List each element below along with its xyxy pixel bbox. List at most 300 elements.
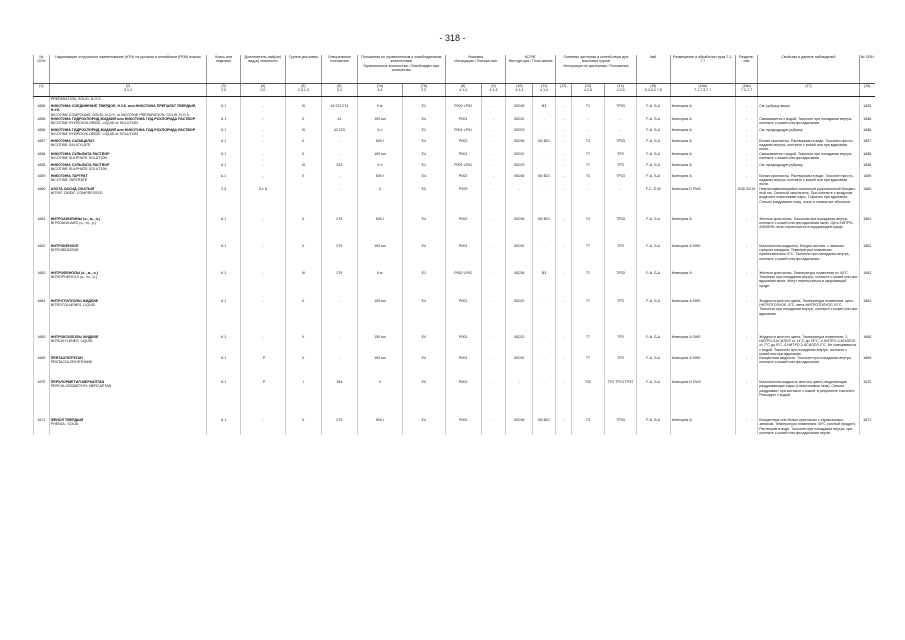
cell-eq: E1 <box>402 104 445 117</box>
cell-ti: T20 <box>571 380 605 418</box>
cell-seg: - <box>735 380 757 418</box>
cell-pg: III <box>285 128 321 139</box>
cell-ems: F-A, S-A <box>636 104 670 117</box>
cell-pp: - <box>481 104 506 117</box>
cell-pg: II <box>285 139 321 152</box>
cell-un2: 1661 <box>859 217 875 244</box>
cell-pp: - <box>481 380 506 418</box>
col-header: Специальные положения <box>321 55 357 84</box>
cell-lq: 5 л <box>357 163 402 174</box>
cell-tp: TP33 <box>605 217 637 244</box>
col-number: (6) 3.3 <box>321 84 357 97</box>
cell-ems: F-A, S-A <box>636 152 670 163</box>
cell-ems: F-A, S-A <box>636 299 670 335</box>
table-row <box>34 356 876 380</box>
cell-stow: Категория A <box>670 152 735 163</box>
cell-cls: 6.1 <box>207 152 241 163</box>
cell-cls: 6.1 <box>207 244 241 271</box>
table-row <box>34 97 876 105</box>
cell-un2: 1669 <box>859 356 875 380</box>
cell-sub: - <box>240 244 285 271</box>
cell-un: 1665 <box>34 335 50 356</box>
table-row <box>34 139 876 152</box>
cell-c12: - <box>555 152 571 163</box>
cell-pg: II <box>285 299 321 335</box>
cell-cls: 6.1 <box>207 335 241 356</box>
cell-un2: 1659 <box>859 174 875 187</box>
col-header: Дополнитель-ный(ые) вид(ы) опасности <box>240 55 285 84</box>
cell-un: 1669 <box>34 356 50 380</box>
cell-seg: - <box>735 271 757 299</box>
cell-ibi: IBC03 <box>506 128 533 139</box>
cell-pp: - <box>481 217 506 244</box>
cell-sub: - <box>240 418 285 435</box>
cell-sub: - <box>240 271 285 299</box>
cell-pg: II <box>285 356 321 380</box>
shipping-name: НИТРОАНИЛИНЫ (о-, м-, п-) NITROANILINES (o-, m-, p-) <box>49 217 206 244</box>
cell-eq: E1 <box>402 271 445 299</box>
cell-props: См. предыдущую рубрику <box>758 128 859 139</box>
cell-seg: - <box>735 299 757 335</box>
cell-ibi: - <box>506 187 533 217</box>
cell-cls: 6.1 <box>207 217 241 244</box>
cell-pg: II <box>285 217 321 244</box>
cell-pp: - <box>481 356 506 380</box>
cell-eq: E1 <box>402 163 445 174</box>
cell-sub: - <box>240 139 285 152</box>
cell-un: 1671 <box>34 418 50 435</box>
cell-stow: Категория A <box>670 139 735 152</box>
cell-pg <box>285 187 321 217</box>
cell-pi: P001 LP01 <box>445 128 481 139</box>
cell-eq: E4 <box>402 139 445 152</box>
shipping-name: НИКОТИНА СУЛЬФАТА РАСТВОР NICOTINE SULPHATE SOLUTION <box>49 152 206 163</box>
shipping-name: НИКОТИНА СУЛЬФАТА РАСТВОР NICOTINE SULPHATE SOLUTION <box>49 163 206 174</box>
table-row <box>34 271 876 299</box>
table-row <box>34 380 876 418</box>
cell-c12: - <box>555 380 571 418</box>
cell-ti: T7 <box>571 244 605 271</box>
preamble-text: PREPARATION, SOLID, N.O.S. <box>49 97 206 105</box>
cell-props: Бесцветная жидкость. Токсичен при попадании внутрь, контакте с кожей или при вдыхании. <box>758 356 859 380</box>
cell-un: 1660 <box>34 187 50 217</box>
cell-pp: - <box>481 117 506 128</box>
cell-tp: TP33 <box>605 418 637 435</box>
page-number: - 318 - <box>439 33 466 43</box>
cell-ibp: B4 B21 <box>533 418 556 435</box>
cell-tp: TP33 <box>605 174 637 187</box>
cell-ems: F-C, S-W <box>636 187 670 217</box>
table-row <box>34 335 876 356</box>
col-header: Свойства и данные наблюдений <box>758 55 859 84</box>
cell-sub: - <box>240 152 285 163</box>
cell-pp: - <box>481 418 506 435</box>
cell-sub: - <box>240 128 285 139</box>
cell-pi: P001 <box>445 117 481 128</box>
shipping-name: НИТРОФЕНОЛЫ (о-, м-, п-) NITROPHENOLS (o-, m-, p-) <box>49 271 206 299</box>
group-header-limited: Положения по ограниченным и освобожденным количествам Ограниченные количества / Освобожден-ные количества <box>357 55 445 84</box>
cell-seg: - <box>735 117 757 128</box>
cell-lq: 100 мл <box>357 152 402 163</box>
cell-props: См. предыдущую рубрику. <box>758 163 859 174</box>
cell-eq: E4 <box>402 299 445 335</box>
cell-sp: 279 <box>321 244 357 271</box>
table-row <box>34 128 876 139</box>
col-header: Разделе-ние <box>735 55 757 84</box>
cell-stow: Категория D SW2 <box>670 380 735 418</box>
cell-ibi: IBC02 <box>506 117 533 128</box>
col-header: Класс или подкласс <box>207 55 241 84</box>
cell-eq: E4 <box>402 117 445 128</box>
cell-c12: - <box>555 139 571 152</box>
cell-ibi: IBC02 <box>506 299 533 335</box>
cell-pp: - <box>481 128 506 139</box>
cell-sp: - <box>321 356 357 380</box>
cell-ibp: - <box>533 117 556 128</box>
cell-un: 1670 <box>34 380 50 418</box>
cell-ibp: - <box>533 335 556 356</box>
col-header: № ООН <box>34 55 50 84</box>
cell-sp: 279 <box>321 418 357 435</box>
cell-cls: 6.1 <box>207 356 241 380</box>
cell-sub: - <box>240 163 285 174</box>
cell-stow: Категория A <box>670 271 735 299</box>
col-number: (2) 3.1.2 <box>49 84 206 97</box>
cell-ems: F-A, S-A <box>636 217 670 244</box>
col-number: (4) 2.0 <box>240 84 285 97</box>
cell-pp: - <box>481 187 506 217</box>
cell-c12: - <box>555 356 571 380</box>
cell-seg: - <box>735 418 757 435</box>
cell-ti: T3 <box>571 418 605 435</box>
cell-tp: TP33 <box>605 104 637 117</box>
cell-ems: F-A, S-A <box>636 117 670 128</box>
cell-pg: II <box>285 335 321 356</box>
cell-pg: II <box>285 244 321 271</box>
cell-un2: 1656 <box>859 117 875 128</box>
cell-ibi: IBC02 <box>506 244 533 271</box>
col-number: (14) 4.2.5 <box>605 84 637 97</box>
cell-pp: - <box>481 271 506 299</box>
shipping-name: ФЕНОЛ ТВЕРДЫЙ PHENOL, SOLID <box>49 418 206 435</box>
cell-seg: SG6 SG19 <box>735 187 757 217</box>
group-header-ibc: КСГМГ Инструк-ции / Поло-жения <box>506 55 556 84</box>
header-numbers-row <box>34 84 876 97</box>
cell-eq: E4 <box>402 152 445 163</box>
cell-ibp: - <box>533 244 556 271</box>
cell-sp: 43 223 274 <box>321 104 357 117</box>
cell-props: Бесцветные или белые кристаллы с характерным запахом. Температура плавления: 40°C (чистый продукт). Растворим в воде. Токсичен при попадании внутрь, при контакте с кожей или при вдыхании паров. <box>758 418 859 435</box>
cell-stow: Категория A SW2 <box>670 356 735 380</box>
col-number: (8) 4.1.4 <box>445 84 481 97</box>
cell-un: 1656 <box>34 117 50 128</box>
cell-ibi: IBC08 <box>506 139 533 152</box>
cell-seg: - <box>735 128 757 139</box>
cell-c12: - <box>555 117 571 128</box>
table-row <box>34 217 876 244</box>
cell-eq: E4 <box>402 418 445 435</box>
cell-ems: F-A, S-A <box>636 139 670 152</box>
col-number: (5) 2.0.1.3 <box>285 84 321 97</box>
shipping-name: АЗОТА ОКСИД СЖАТЫЙ NITRIC OXIDE, COMPRESSED <box>49 187 206 217</box>
table-row <box>34 244 876 271</box>
cell-sub: - <box>240 299 285 335</box>
table-row <box>34 163 876 174</box>
cell-lq: 5 л <box>357 128 402 139</box>
table-row <box>34 418 876 435</box>
cell-eq: E4 <box>402 217 445 244</box>
cell-pg: I <box>285 380 321 418</box>
cell-un: 1658 <box>34 152 50 163</box>
cell-seg: - <box>735 174 757 187</box>
cell-c12: - <box>555 174 571 187</box>
cell-pp: - <box>481 174 506 187</box>
cell-ti: - <box>571 187 605 217</box>
cell-pi: P001 <box>445 152 481 163</box>
cell-pg: III <box>285 163 321 174</box>
cell-props: Смешивается с водой. Токсичен при попадании внутрь, контакте с кожей или при вдыхании. <box>758 152 859 163</box>
cell-un2: 1657 <box>859 139 875 152</box>
cell-c12: - <box>555 187 571 217</box>
cell-pp: - <box>481 139 506 152</box>
cell-eq: E0 <box>402 380 445 418</box>
cell-ti: T7 <box>571 335 605 356</box>
cell-pp: - <box>481 244 506 271</box>
cell-ibp: B4 B21 <box>533 217 556 244</box>
cell-tp: TP2 <box>605 356 637 380</box>
cell-lq: 5 кг <box>357 271 402 299</box>
cell-ti: T1 <box>571 104 605 117</box>
cell-ibi: IBC08 <box>506 174 533 187</box>
cell-pg: III <box>285 271 321 299</box>
cell-props: Смешивается с водой. Токсичен при попадании внутрь, контакте с кожей или при вдыхании. <box>758 117 859 128</box>
cell-c12: - <box>555 217 571 244</box>
cell-ti: T7 <box>571 299 605 335</box>
cell-sub: - <box>240 335 285 356</box>
cell-props: См. рубрику выше <box>758 104 859 117</box>
cell-sp: - <box>321 299 357 335</box>
cell-tp: TP2 <box>605 335 637 356</box>
cell-pi: P200 <box>445 187 481 217</box>
shipping-name: НИКОТИНА ГИДРОХЛОРИД ЖИДКИЙ или НИКОТИНА ГИД-РОХЛОРИДА РАСТВОР NICOTINE HYDROCHLORIDE, LIQUID or SOLUTION <box>49 117 206 128</box>
cell-cls: 6.1 <box>207 418 241 435</box>
cell-ibp: B4 B21 <box>533 174 556 187</box>
col-number: (7a) 3.4 <box>357 84 402 97</box>
cell-pi: P001 <box>445 244 481 271</box>
cell-un2: 1658 <box>859 163 875 174</box>
cell-ems: F-A, S-A <box>636 335 670 356</box>
table-row <box>34 104 876 117</box>
cell-un: 1656 <box>34 128 50 139</box>
cell-pi: P001 <box>445 356 481 380</box>
cell-un2: 1658 <box>859 152 875 163</box>
cell-pp: - <box>481 152 506 163</box>
col-number: (15) 5.4.3.2 7.8 <box>636 84 670 97</box>
cell-un: 1658 <box>34 163 50 174</box>
shipping-name: НИКОТИНА ТАРТРАТ NICOTINE TARTRATE <box>49 174 206 187</box>
cell-sub: 5.1 8 <box>240 187 285 217</box>
cell-un: 1661 <box>34 217 50 244</box>
cell-seg: - <box>735 356 757 380</box>
cell-seg: - <box>735 163 757 174</box>
cell-stow: Категория A SW2 <box>670 299 735 335</box>
cell-pi: P002 LP02 <box>445 271 481 299</box>
cell-ems: F-A, S-A <box>636 128 670 139</box>
cell-un2: 1670 <box>859 380 875 418</box>
cell-props: Маслянистая жидкость, бледно-желтая, с запахом горького миндаля. Температура плавления: приблизительно 6°C. Токсична при попадании внутрь, контакте с кожей или при вдыхании. <box>758 244 859 271</box>
cell-c12: - <box>555 335 571 356</box>
cell-ibi: IBC02 <box>506 356 533 380</box>
shipping-name: НИКОТИНА СОЕДИНЕНИЕ ТВЕРДОЕ, Н.У.К. или НИКОТИНА ПРЕПАРАТ ТВЕРДЫЙ, Н.У.К. NICOTINE COMPOUND, SOLID, N.O.S. or NICOTINE PREPARATION, SOLID, N.O.S. <box>49 104 206 117</box>
cell-ibi: - <box>506 380 533 418</box>
col-number: (18) <box>859 84 875 97</box>
shipping-name: НИТРОБЕНЗОЛ NITROBENZENE <box>49 244 206 271</box>
col-number: (7b) 3.5 <box>402 84 445 97</box>
dangerous-goods-table <box>33 55 875 435</box>
cell-tp: - <box>605 128 637 139</box>
cell-lq: 500 г <box>357 139 402 152</box>
cell-ibp: - <box>533 299 556 335</box>
cell-lq: 0 <box>357 380 402 418</box>
cell-ibi: IBC02 <box>506 335 533 356</box>
cell-c12: - <box>555 163 571 174</box>
cell-sp: - <box>321 139 357 152</box>
cell-seg: - <box>735 217 757 244</box>
col-number: (13) 4.2.5 <box>571 84 605 97</box>
cell-sp: 43 223 <box>321 128 357 139</box>
cell-ibi: IBC02 <box>506 152 533 163</box>
cell-stow: Категория A <box>670 117 735 128</box>
cell-sp: - <box>321 335 357 356</box>
shipping-name: НИКОТИНА САЛИЦИЛАТ NICOTINE SALICYLATE <box>49 139 206 152</box>
cell-stow: Категория A <box>670 174 735 187</box>
cell-seg: - <box>735 335 757 356</box>
cell-un2: 1663 <box>859 271 875 299</box>
col-number: (10) 4.1.4 <box>506 84 533 97</box>
cell-ems: F-A, S-A <box>636 271 670 299</box>
col-number: (3) 2.0 <box>207 84 241 97</box>
group-header-tanks: Съемные цистерны и контей-неры для массовых грузов Инструкции по цистернам / Положения <box>555 55 636 84</box>
cell-props: Желтые кристаллы. Температура плавления от 44°C. Токсичны при попадании внутрь, контакте с кожей или при вдыхании пыли. Могут переноситься в окружающей среде. <box>758 271 859 299</box>
cell-cls: 6.1 <box>207 299 241 335</box>
cell-pp: - <box>481 299 506 335</box>
cell-lq: 5 кг <box>357 104 402 117</box>
cell-ibi: IBC08 <box>506 104 533 117</box>
table-row <box>34 152 876 163</box>
cell-sp: - <box>321 152 357 163</box>
cell-seg: - <box>735 104 757 117</box>
cell-seg: - <box>735 244 757 271</box>
cell-stow: Категория A <box>670 128 735 139</box>
shipping-name: НИТРОТОЛУОЛЫ ЖИДКИЕ NITROTOLUENES, LIQUID <box>49 299 206 335</box>
cell-ti: T3 <box>571 139 605 152</box>
cell-ibp: - <box>533 128 556 139</box>
cell-ti: T7 <box>571 163 605 174</box>
cell-cls: 6.1 <box>207 163 241 174</box>
cell-sp: 279 <box>321 271 357 299</box>
cell-un: 1664 <box>34 299 50 335</box>
cell-props: Белые кристаллы. Растворимы в воде. Токсичен при по-падании внутрь, контакте с кожей или при вдыхании пыли. <box>758 139 859 152</box>
cell-sp: - <box>321 174 357 187</box>
cell-sp: 43 <box>321 117 357 128</box>
cell-pi: P002 LP02 <box>445 104 481 117</box>
cell-lq: 100 мл <box>357 356 402 380</box>
cell-pg: II <box>285 418 321 435</box>
cell-eq: E4 <box>402 356 445 380</box>
cell-stow: Категория A <box>670 163 735 174</box>
cell-ems: F-A, S-A <box>636 244 670 271</box>
cell-c12: - <box>555 299 571 335</box>
cell-pi: P002 <box>445 174 481 187</box>
cell-tp: TP33 <box>605 139 637 152</box>
cell-props: Жидкости желтого цвета. Температура плавления: орто-НИТРОТОЛУОЛ -4°C, мета-НИТРОТОЛУОЛ 15°C. Токсичны при попадании внутрь, контакте с кожей или при вдыхании. <box>758 299 859 335</box>
col-header: АвК <box>636 55 670 84</box>
cell-ems: F-A, S-A <box>636 380 670 418</box>
cell-stow: Категория A SW2 <box>670 244 735 271</box>
cell-pi: P001 LP01 <box>445 163 481 174</box>
shipping-name: ПЕНТАХЛОРЭТАН PENTACHLOROETHANE <box>49 356 206 380</box>
cell-tp: - <box>605 117 637 128</box>
col-header: Группа упа-ковки <box>285 55 321 84</box>
cell-eq: E4 <box>402 244 445 271</box>
cell-ems: F-A, S-A <box>636 174 670 187</box>
cell-ibp: B3 <box>533 104 556 117</box>
col-number: (16b) 7.2-7.7 <box>735 84 757 97</box>
cell-sub: - <box>240 117 285 128</box>
col-header: Размещение и обработка груза 7.1-7.7 <box>670 55 735 84</box>
cell-ibp: - <box>533 163 556 174</box>
cell-cls: 6.1 <box>207 104 241 117</box>
cell-un2: 1656 <box>859 128 875 139</box>
cell-c12: - <box>555 271 571 299</box>
cell-pi: P602 <box>445 380 481 418</box>
cell-ti: - <box>571 128 605 139</box>
cell-un: 1655 <box>34 104 50 117</box>
col-number: (9) 4.1.4 <box>481 84 506 97</box>
shipping-name: НИКОТИНА ГИДРОХЛОРИД ЖИДКИЙ или НИКОТИНА ГИД-РОХЛОРИДА РАСТВОР NICOTINE HYDROCHLORIDE, LIQUID or SOLUTION <box>49 128 206 139</box>
cell-tp: TP33 <box>605 271 637 299</box>
cell-pg: III <box>285 104 321 117</box>
cell-cls: 6.1 <box>207 271 241 299</box>
cell-c12: - <box>555 244 571 271</box>
cell-tp: - <box>605 187 637 217</box>
cell-un2: 1671 <box>859 418 875 435</box>
cell-ti: T7 <box>571 356 605 380</box>
shipping-name: ПЕРХЛОРМЕТИЛ-МЕРКАПТАН PERCHLOROMETHYL MERCAPTAN <box>49 380 206 418</box>
cell-stow: Категория A <box>670 418 735 435</box>
cell-lq: 500 г <box>357 217 402 244</box>
cell-ibp: - <box>533 187 556 217</box>
cell-un: 1662 <box>34 244 50 271</box>
cell-c12: - <box>555 104 571 117</box>
cell-un: 1657 <box>34 139 50 152</box>
cell-props: Маслянистая жидкость желтого цвета, выделяющая раздражающие пары (слезоточивые газы). Сильно раздражает при контакте с кожей, в результате токсичен. Реагирует с водой. <box>758 380 859 418</box>
cell-un: 1663 <box>34 271 50 299</box>
cell-cls: 6.1 <box>207 380 241 418</box>
col-number: (16a) 7.1 7.3-7.7 <box>670 84 735 97</box>
cell-un2: 1662 <box>859 244 875 271</box>
cell-sub: - P <box>240 380 285 418</box>
cell-props: Невоспламеняющийся токсичный коррозионный бесцвет-ный газ. Сильный окислитель. При контакте с воздухом выделяет коричневые пары. Токсичен при вдыхании. Сильно раздражает кожу, глаза и слизистые оболочки. <box>758 187 859 217</box>
group-header-packing: Упаковка Инструкции / Положе-ния <box>445 55 506 84</box>
cell-pi: P001 <box>445 299 481 335</box>
cell-seg: - <box>735 152 757 163</box>
cell-props: Желтые кристаллы. Токсичны при попадании внутрь, контакте с кожей или при вдыхании пыли. Орто-НИТРО-АНИЛИН легко переносится в окружающей среде. <box>758 217 859 244</box>
cell-seg: - <box>735 139 757 152</box>
cell-cls: 6.1 <box>207 174 241 187</box>
cell-cls: 6.1 <box>207 139 241 152</box>
col-number: (1) <box>34 84 50 97</box>
